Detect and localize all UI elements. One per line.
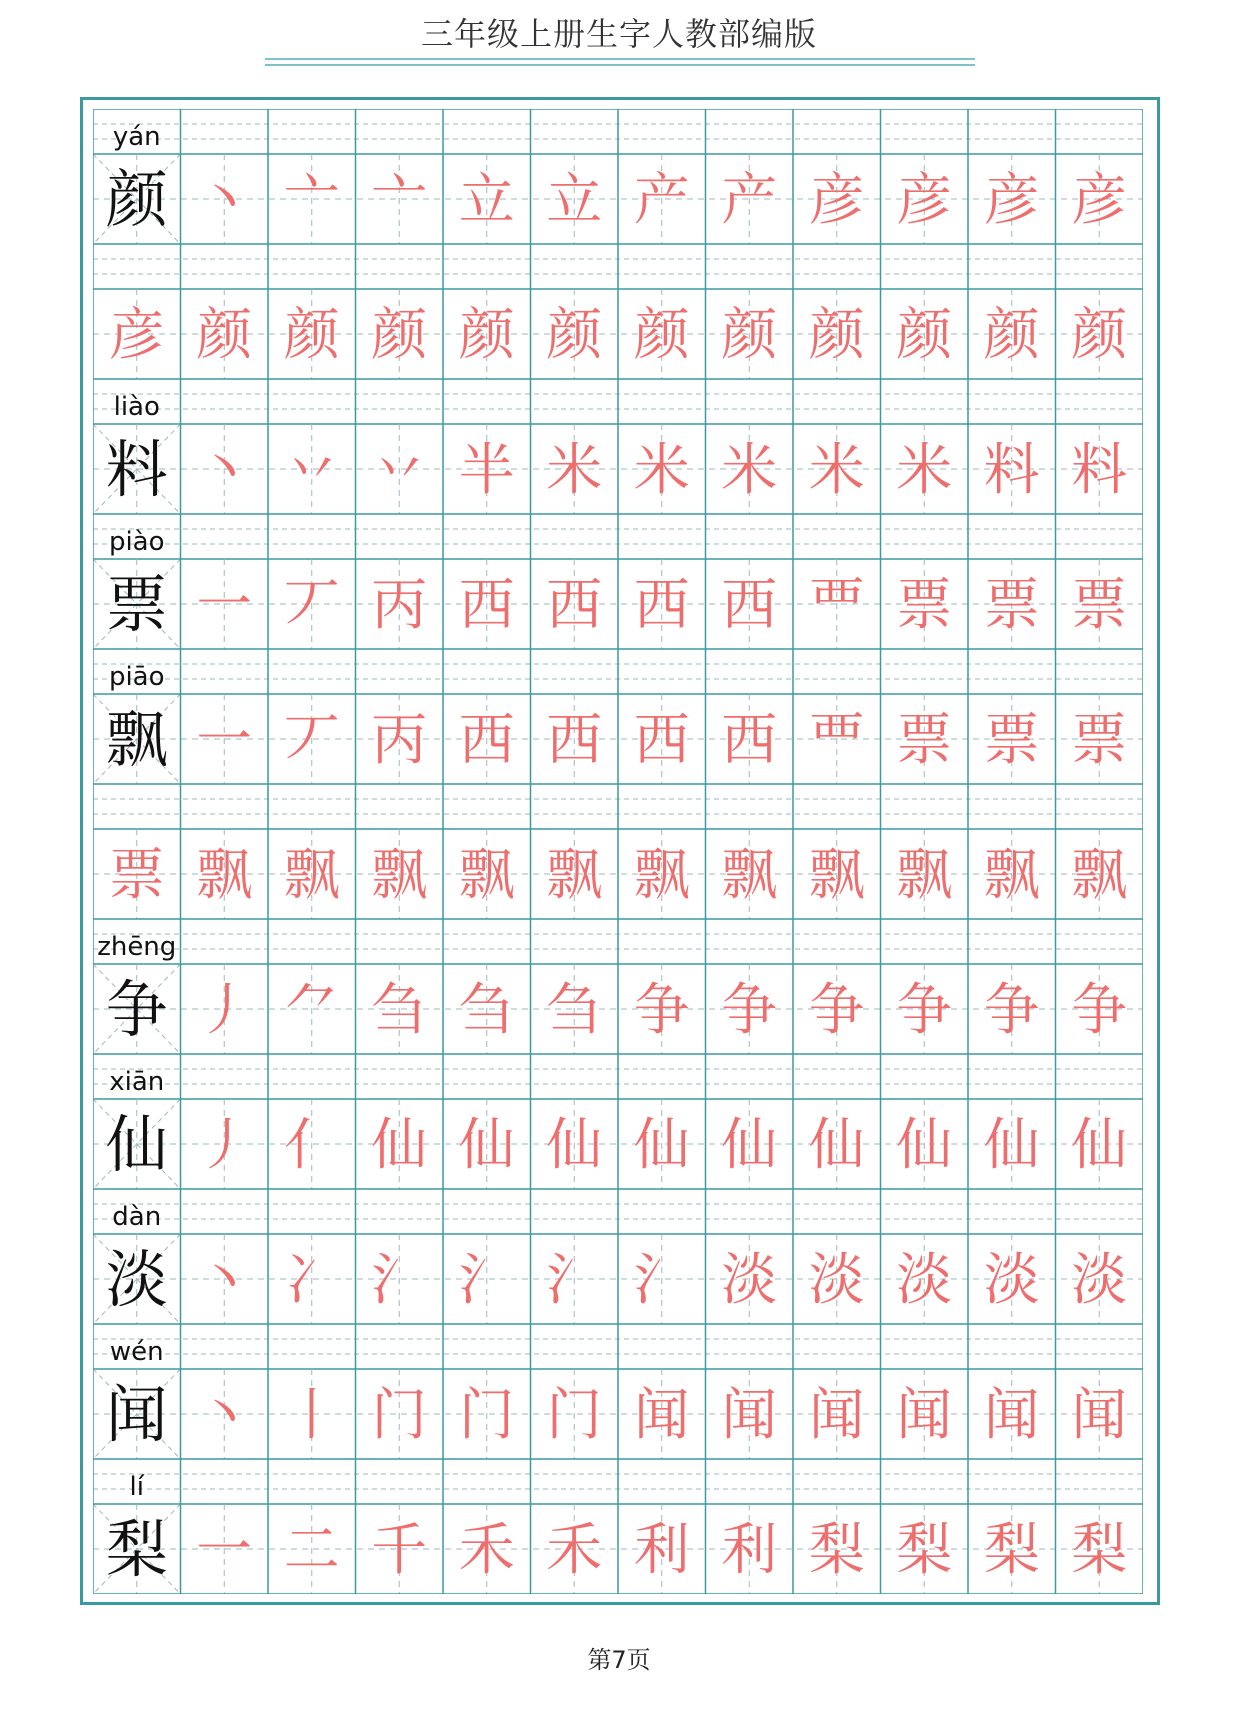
stroke-step: 米	[546, 438, 603, 503]
stroke-step: 刍	[546, 978, 603, 1043]
stroke-step: 飘	[896, 843, 953, 908]
stroke-step: 丶	[196, 1248, 253, 1313]
title-underline-2	[265, 64, 975, 66]
stroke-step: 亻	[283, 1113, 340, 1178]
model-character: 票	[105, 568, 168, 641]
stroke-step: 西	[721, 708, 778, 773]
stroke-step: 飘	[196, 843, 253, 908]
stroke-step: 丶	[196, 1383, 253, 1448]
stroke-step: 颜	[1071, 303, 1128, 368]
stroke-step: 氵	[458, 1248, 515, 1313]
stroke-step: 飘	[633, 843, 690, 908]
stroke-step: 一	[196, 1518, 253, 1583]
stroke-step: 米	[896, 438, 953, 503]
stroke-step: 飘	[983, 843, 1040, 908]
stroke-step: 颜	[896, 303, 953, 368]
stroke-step: 氵	[633, 1248, 690, 1313]
stroke-step: 梨	[1071, 1518, 1128, 1583]
stroke-step: 票	[108, 843, 165, 908]
stroke-step: 颜	[546, 303, 603, 368]
stroke-step: 争	[983, 978, 1040, 1043]
stroke-step: 颜	[983, 303, 1040, 368]
stroke-step: 彦	[808, 168, 865, 233]
stroke-step: 门	[546, 1383, 603, 1448]
pinyin-label: xiān	[109, 1067, 165, 1097]
stroke-step: 闻	[1071, 1383, 1128, 1448]
stroke-step: 千	[371, 1518, 428, 1583]
model-character: 颜	[105, 163, 168, 236]
stroke-step: 丷	[371, 438, 428, 503]
character-grid	[93, 109, 1143, 1594]
stroke-step: 飘	[371, 843, 428, 908]
stroke-step: 亠	[371, 168, 428, 233]
pinyin-label: zhēng	[97, 932, 177, 962]
stroke-step: 西	[458, 573, 515, 638]
stroke-step: 西	[721, 573, 778, 638]
stroke-step: 料	[983, 438, 1040, 503]
stroke-step: 闻	[808, 1383, 865, 1448]
stroke-step: 彦	[108, 303, 165, 368]
stroke-step: 飘	[721, 843, 778, 908]
stroke-step: 彦	[896, 168, 953, 233]
stroke-step: 票	[896, 708, 953, 773]
stroke-step: 飘	[283, 843, 340, 908]
stroke-step: 仙	[896, 1113, 953, 1178]
stroke-step: 丷	[283, 438, 340, 503]
stroke-step: 米	[808, 438, 865, 503]
model-character: 仙	[105, 1108, 168, 1181]
stroke-step: 二	[283, 1518, 340, 1583]
stroke-step: 西	[546, 573, 603, 638]
stroke-step: 丶	[196, 438, 253, 503]
stroke-step: 争	[633, 978, 690, 1043]
stroke-step: 颜	[808, 303, 865, 368]
stroke-step: 闻	[983, 1383, 1040, 1448]
stroke-step: 彦	[1071, 168, 1128, 233]
stroke-step: 仙	[633, 1113, 690, 1178]
stroke-step: 颜	[371, 303, 428, 368]
stroke-step: 亠	[283, 168, 340, 233]
stroke-step: 刍	[458, 978, 515, 1043]
stroke-step: 立	[546, 168, 603, 233]
stroke-step: 产	[633, 168, 690, 233]
stroke-step: 米	[633, 438, 690, 503]
stroke-step: 仙	[1071, 1113, 1128, 1178]
stroke-step: 冫	[283, 1248, 340, 1313]
stroke-step: 丨	[283, 1383, 340, 1448]
stroke-step: 飘	[458, 843, 515, 908]
stroke-step: 颜	[196, 303, 253, 368]
model-character: 梨	[105, 1513, 168, 1586]
stroke-step: 门	[371, 1383, 428, 1448]
stroke-step: 飘	[546, 843, 603, 908]
stroke-step: 争	[721, 978, 778, 1043]
pinyin-label: liào	[113, 392, 160, 422]
title-underline	[265, 58, 975, 60]
model-character: 淡	[105, 1243, 168, 1316]
stroke-step: 丆	[283, 708, 340, 773]
stroke-step: 争	[1071, 978, 1128, 1043]
stroke-step: 半	[458, 438, 515, 503]
stroke-step: 氵	[371, 1248, 428, 1313]
stroke-step: 丙	[371, 708, 428, 773]
model-character: 闻	[105, 1378, 168, 1451]
stroke-step: 票	[983, 573, 1040, 638]
stroke-step: 西	[546, 708, 603, 773]
stroke-step: 仙	[721, 1113, 778, 1178]
model-character: 争	[105, 973, 168, 1046]
stroke-step: 颜	[458, 303, 515, 368]
stroke-step: 票	[1071, 708, 1128, 773]
stroke-step: 西	[633, 573, 690, 638]
pinyin-label: wén	[109, 1337, 164, 1367]
pinyin-label: piào	[108, 527, 165, 557]
stroke-step: 闻	[633, 1383, 690, 1448]
stroke-step: 米	[721, 438, 778, 503]
stroke-step: 仙	[808, 1113, 865, 1178]
stroke-step: 利	[633, 1518, 690, 1583]
stroke-step: 门	[458, 1383, 515, 1448]
stroke-step: 立	[458, 168, 515, 233]
stroke-step: 票	[896, 573, 953, 638]
pinyin-label: dàn	[112, 1202, 162, 1232]
model-character: 飘	[105, 703, 168, 776]
pinyin-label: piāo	[108, 662, 165, 692]
pinyin-label: yán	[112, 122, 161, 152]
stroke-step: ⺈	[283, 978, 340, 1043]
stroke-step: 丆	[283, 573, 340, 638]
stroke-step: 颜	[721, 303, 778, 368]
stroke-step: 覀	[808, 573, 865, 638]
stroke-step: 丿	[196, 1113, 253, 1178]
stroke-step: 丙	[371, 573, 428, 638]
stroke-step: 闻	[896, 1383, 953, 1448]
stroke-step: 飘	[1071, 843, 1128, 908]
stroke-step: 刍	[371, 978, 428, 1043]
stroke-step: 丿	[196, 978, 253, 1043]
stroke-step: 颜	[283, 303, 340, 368]
stroke-step: 淡	[1071, 1248, 1128, 1313]
model-character: 料	[105, 433, 168, 506]
stroke-step: 仙	[371, 1113, 428, 1178]
stroke-step: 一	[196, 708, 253, 773]
stroke-step: 西	[458, 708, 515, 773]
stroke-step: 梨	[808, 1518, 865, 1583]
stroke-step: 梨	[983, 1518, 1040, 1583]
stroke-step: 争	[808, 978, 865, 1043]
stroke-step: 利	[721, 1518, 778, 1583]
page-number: 第7页	[587, 1646, 651, 1674]
stroke-step: 氵	[546, 1248, 603, 1313]
pinyin-label: lí	[129, 1472, 144, 1502]
stroke-step: 料	[1071, 438, 1128, 503]
stroke-step: 禾	[546, 1518, 603, 1583]
stroke-step: 一	[196, 573, 253, 638]
stroke-step: 仙	[983, 1113, 1040, 1178]
page-title: 三年级上册生字人教部编版	[420, 15, 817, 53]
stroke-step: 彦	[983, 168, 1040, 233]
stroke-step: 闻	[721, 1383, 778, 1448]
stroke-step: 西	[633, 708, 690, 773]
stroke-step: 淡	[983, 1248, 1040, 1313]
stroke-step: 淡	[896, 1248, 953, 1313]
stroke-step: 梨	[896, 1518, 953, 1583]
stroke-step: 飘	[808, 843, 865, 908]
stroke-step: 票	[1071, 573, 1128, 638]
stroke-step: 仙	[546, 1113, 603, 1178]
stroke-step: 仙	[458, 1113, 515, 1178]
stroke-step: 淡	[808, 1248, 865, 1313]
stroke-step: 覀	[808, 708, 865, 773]
stroke-step: 禾	[458, 1518, 515, 1583]
stroke-step: 丶	[196, 168, 253, 233]
stroke-step: 产	[721, 168, 778, 233]
stroke-step: 淡	[721, 1248, 778, 1313]
stroke-step: 颜	[633, 303, 690, 368]
stroke-step: 票	[983, 708, 1040, 773]
stroke-step: 争	[896, 978, 953, 1043]
